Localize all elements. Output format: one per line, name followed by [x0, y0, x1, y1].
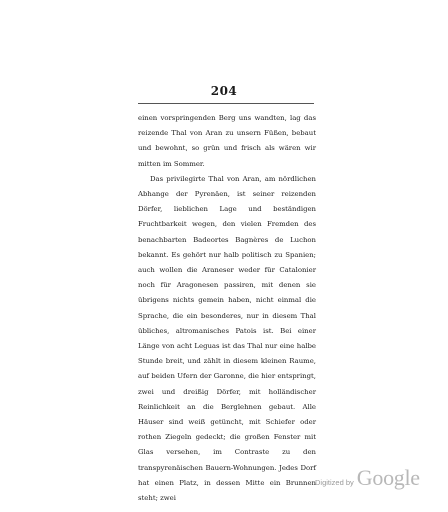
body-text [138, 111, 316, 506]
paragraph-continued: einen vorspringenden Berg uns wandten, lag das reizende Thal von Aran zu unsern Füßen, bebaut und bewohnt, so grün und frisch als wären wir mitten im Sommer. [138, 114, 316, 168]
page-number: 204 [210, 84, 238, 98]
header-rule [138, 103, 314, 104]
google-logo: Google [356, 465, 420, 490]
paragraph-aran-valley: Das privilegirte Thal von Aran, am nördlichen Abhange der Pyrenäen, ist seiner reizenden Dörfer, lieblichen Lage und beständigen Fruchtbarkeit wegen, den vielen Fremden des benachbarten Badeortes Bagnères de Luchon bekannt. Es gehört nur halb politisch zu Spanien; auch wollen die Araneser weder für Catalonier noch für Aragonesen passiren, mit denen sie übrigens nichts gemein haben, nicht einmal die Sprache, die ein besonderes, nur in diesem Thal übliches, altromanisches Patois ist. Bei einer Länge von acht Leguas ist das Thal nur eine halbe Stunde breit, und zählt in diesem kleinen Raume, auf beiden Ufern der Garonne, die hier entspringt, zwei und dreißig Dörfer, mit holländischer Reinlichkeit an die Berglehnen gebaut. Alle Häuser sind weiß getüncht, mit Schiefer oder rothen Ziegeln gedeckt; die großen Fenster mit Glas versehen, im Contraste zu den transpyrenäischen Bauern-Wohnungen. Jedes Dorf hat einen Platz, in dessen Mitte ein Brunnen steht; zwei [138, 174, 316, 503]
digitized-watermark [315, 465, 420, 491]
digitized-label: Digitized by [315, 478, 354, 487]
